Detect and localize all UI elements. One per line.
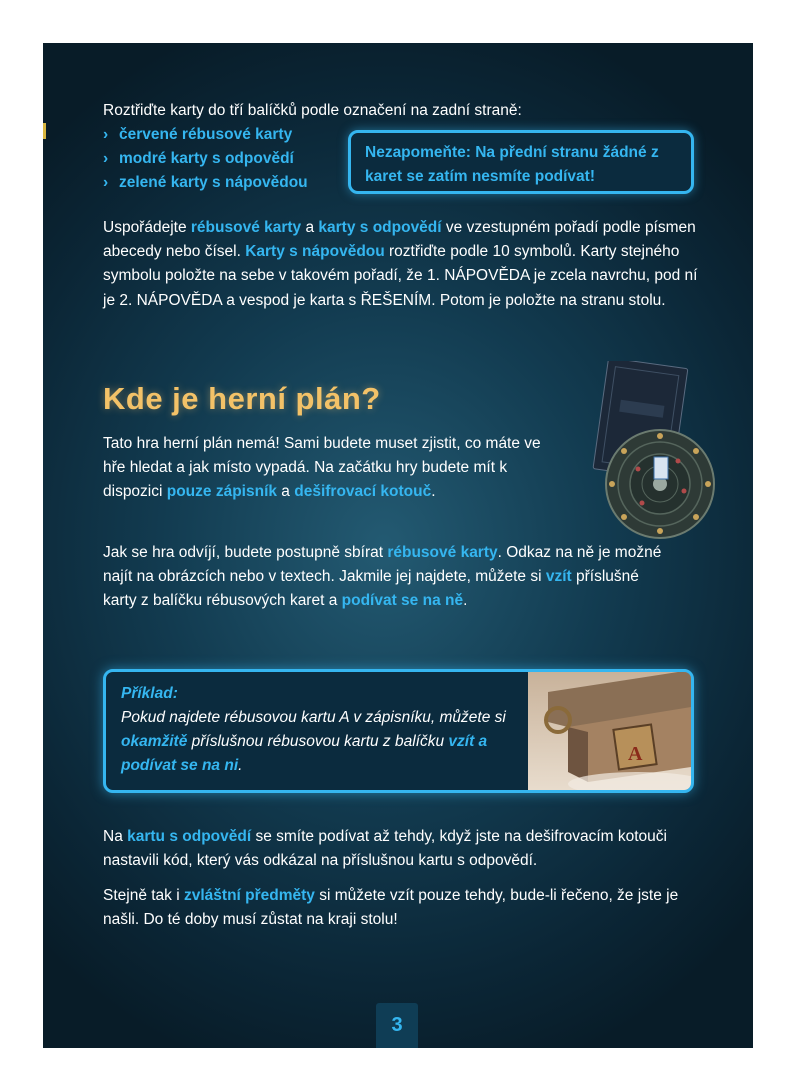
example-text: Příklad: Pokud najdete rébusovou kartu A v zápisníku, můžete si okamžitě příslušnou rébusovou kartu z balíčku vzít a podívat se na ni. [121, 685, 506, 774]
list-item: › modré karty s odpovědí [103, 147, 308, 171]
list-item: › zelené karty s nápovědou [103, 171, 308, 195]
puzzle-cards-paragraph: Jak se hra odvíjí, budete postupně sbírat rébusové karty. Odkaz na ně je možné najít na obrázcích nebo v textech. Jakmile jej najdete, můžete si vzít příslušné karty z balíčku rébusových karet a podívat se na ně. [103, 544, 662, 610]
chevron-right-icon: › [103, 150, 109, 168]
game-board-paragraph: Tato hra herní plán nemá! Sami budete muset zjistit, co máte ve hře hledat a jak místo vypadá. Na začátku hry budete mít k dispozici pouze zápisník a dešifrovací kotouč. [103, 435, 541, 501]
example-chest-image [528, 672, 691, 790]
page-edge-marker [43, 123, 46, 139]
section-title: Kde je herní plán? [103, 381, 381, 416]
chevron-right-icon: › [103, 126, 109, 143]
example-box [103, 669, 694, 793]
card-deck-list [103, 123, 308, 196]
answer-cards-paragraph: Na kartu s odpovědí se smíte podívat až tehdy, když jste na dešifrovacím kotouči nastavili kód, který vás odkázal na příslušnou kartu s odpovědí. [103, 828, 667, 870]
page-number: 3 [376, 1003, 418, 1048]
intro-text: Roztřiďte karty do tří balíčků podle označení na zadní straně: [103, 102, 522, 119]
warning-note-text: Nezapomeňte: Na přední stranu žádné z karet se zatím nesmíte podívat! [365, 144, 659, 185]
svg-text:A: A [628, 743, 643, 765]
list-item: › červené rébusové karty [103, 123, 308, 147]
chevron-right-icon: › [103, 174, 109, 192]
special-items-paragraph: Stejně tak i zvláštní předměty si můžete vzít pouze tehdy, bude-li řečeno, že jste je našli. Do té doby musí zůstat na kraji stolu! [103, 887, 679, 929]
rulebook-page [43, 43, 753, 1048]
sorting-paragraph: Uspořádejte rébusové karty a karty s odpovědí ve vzestupném pořadí podle písmen abecedy nebo čísel. Karty s nápovědou roztřiďte podle 10 symbolů. Karty stejného symbolu položte na sebe v takovém pořadí, že 1. NÁPOVĚDA je zcela navrchu, pod ní je 2. NÁPOVĚDA a vespod je karta s ŘEŠENÍM. Potom je položte na stranu stolu. [103, 219, 698, 309]
example-label: Příklad: [121, 685, 178, 702]
notebook-and-decoder-image [578, 361, 733, 551]
warning-note-box [348, 130, 694, 194]
